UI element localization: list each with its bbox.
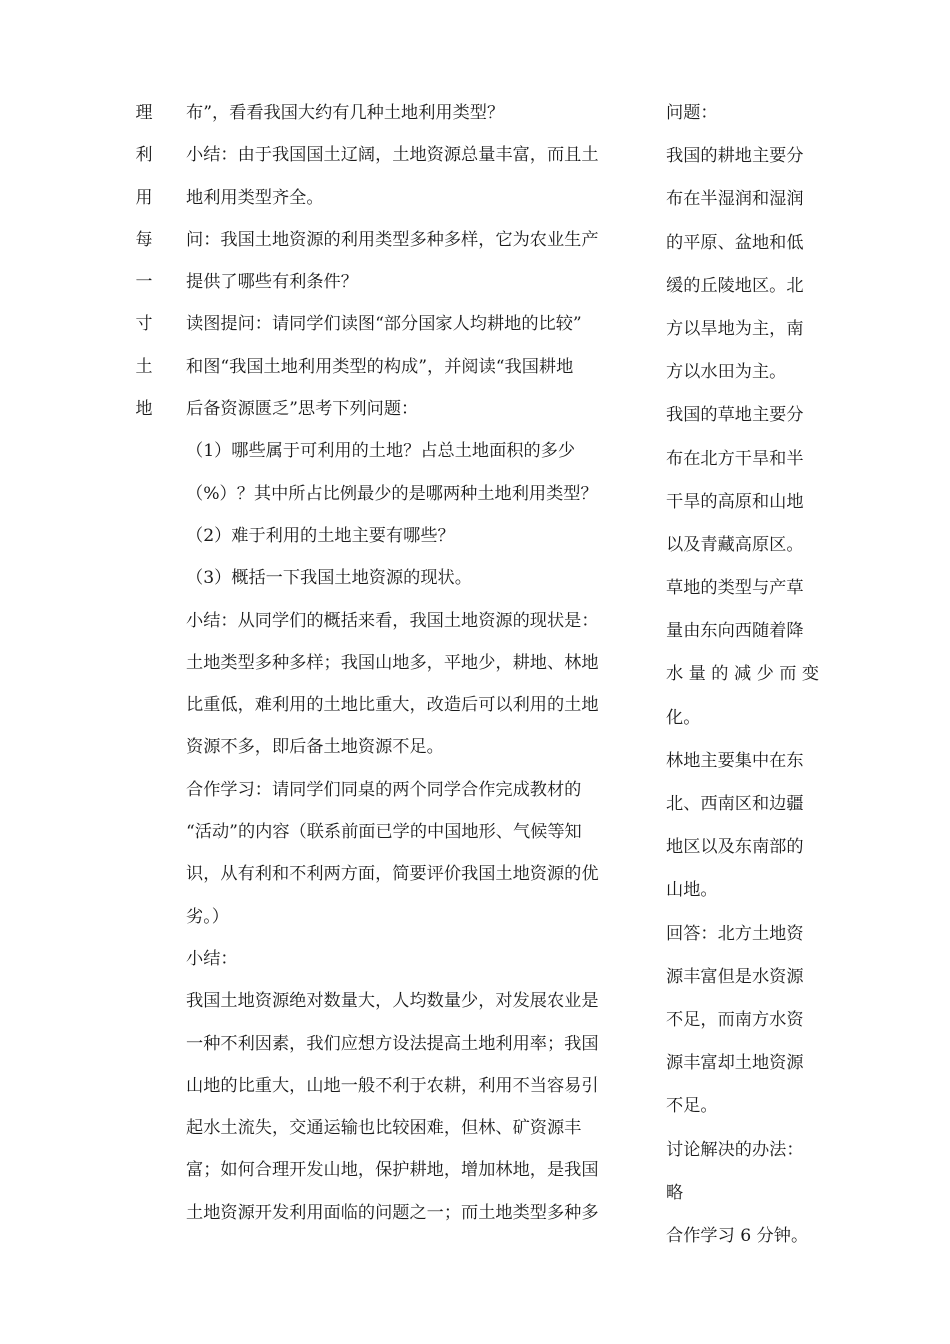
note-line: 问题： xyxy=(666,103,718,123)
note-line: 以及青藏高原区。 xyxy=(666,534,804,555)
text-line: 一种不利因素，我们应想方设法提高土地利用率；我国 xyxy=(186,1033,599,1054)
note-line: 缓的丘陵地区。北 xyxy=(666,275,804,296)
note-line: 布在北方干旱和半 xyxy=(666,448,804,469)
note-line: 不足。 xyxy=(666,1096,718,1117)
text-line: 和图“我国土地利用类型的构成”，并阅读“我国耕地 xyxy=(186,356,574,377)
text-line: （%）？其中所占比例最少的是哪两种土地利用类型？ xyxy=(186,483,598,504)
note-line: 源丰富但是水资源 xyxy=(666,966,804,987)
note-line: 的平原、盆地和低 xyxy=(666,232,804,253)
note-line: 林地主要集中在东 xyxy=(666,750,804,771)
note-line: 不足，而南方水资 xyxy=(666,1009,804,1030)
text-line: 劣。） xyxy=(186,906,229,927)
text-line: 读图提问：请同学们读图“部分国家人均耕地的比较” xyxy=(186,314,582,335)
text-line: 土地类型多种多样；我国山地多，平地少，耕地、林地 xyxy=(186,652,599,673)
main-content-column xyxy=(186,98,666,1240)
note-line: 干旱的高原和山地 xyxy=(666,491,804,512)
note-line: 方以水田为主。 xyxy=(666,362,787,383)
note-line: 山地。 xyxy=(666,880,718,901)
text-line: 布”，看看我国大约有几种土地利用类型？ xyxy=(186,103,505,123)
text-line: 问：我国土地资源的利用类型多种多样，它为农业生产 xyxy=(186,229,599,250)
note-line: 合作学习 6 分钟。 xyxy=(666,1225,809,1246)
note-line: 我国的草地主要分 xyxy=(666,405,804,426)
vertical-char: 土 xyxy=(135,356,153,377)
vertical-char: 每 xyxy=(135,229,153,250)
text-line: 小结：从同学们的概括来看，我国土地资源的现状是： xyxy=(186,610,599,631)
vertical-char: 地 xyxy=(135,399,153,420)
note-line: 量由东向西随着降 xyxy=(666,621,804,642)
text-line: 资源不多，即后备土地资源不足。 xyxy=(186,737,444,758)
text-line: 合作学习：请同学们同桌的两个同学合作完成教材的 xyxy=(186,779,582,800)
left-column-vertical-title xyxy=(130,98,158,436)
text-line: 我国土地资源绝对数量大，人均数量少，对发展农业是 xyxy=(186,991,599,1012)
note-line: 源丰富却土地资源 xyxy=(666,1053,804,1074)
text-line: （2）难于利用的土地主要有哪些？ xyxy=(186,525,455,546)
text-line: 富；如何合理开发山地，保护耕地，增加林地，是我国 xyxy=(186,1160,599,1181)
text-line: 小结：由于我国国土辽阔，土地资源总量丰富，而且土 xyxy=(186,145,599,166)
text-line: 起水土流失，交通运输也比较困难，但林、矿资源丰 xyxy=(186,1118,582,1139)
vertical-char: 用 xyxy=(135,187,153,208)
note-line: 地区以及东南部的 xyxy=(666,837,804,858)
note-line: 布在半湿润和湿润 xyxy=(666,189,804,210)
note-line: 草地的类型与产草 xyxy=(666,578,804,599)
vertical-char: 利 xyxy=(135,145,153,166)
text-line: 地利用类型齐全。 xyxy=(186,187,324,208)
text-line: 识，从有利和不利两方面，简要评价我国土地资源的优 xyxy=(186,864,599,885)
vertical-char: 寸 xyxy=(135,314,153,335)
right-notes-column xyxy=(666,98,822,1264)
note-line: 讨论解决的办法： xyxy=(666,1139,804,1160)
text-line: “活动”的内容（联系前面已学的中国地形、气候等知 xyxy=(186,822,582,843)
text-line: 提供了哪些有利条件？ xyxy=(186,272,358,293)
note-line: 略 xyxy=(666,1182,684,1203)
text-line: （3）概括一下我国土地资源的现状。 xyxy=(186,568,472,589)
note-line: 我国的耕地主要分 xyxy=(666,146,804,167)
note-line: 方以旱地为主，南 xyxy=(666,318,804,339)
text-line: 比重低，难利用的土地比重大，改造后可以利用的土地 xyxy=(186,695,599,716)
note-line: 回答：北方土地资 xyxy=(666,923,804,944)
text-line: 土地资源开发利用面临的问题之一；而土地类型多种多 xyxy=(186,1202,599,1223)
vertical-char: 理 xyxy=(135,103,153,123)
note-line: 北、西南区和边疆 xyxy=(666,794,804,814)
text-line: 后备资源匮乏”思考下列问题： xyxy=(186,399,419,420)
text-line: 山地的比重大，山地一般不利于农耕，利用不当容易引 xyxy=(186,1075,599,1096)
text-line: （1）哪些属于可利用的土地？占总土地面积的多少 xyxy=(186,441,576,462)
text-line: 小结： xyxy=(186,948,238,969)
vertical-char: 一 xyxy=(135,272,153,293)
note-line: 水 量 的 减 少 而 变 xyxy=(666,664,820,685)
note-line: 化。 xyxy=(666,707,701,728)
